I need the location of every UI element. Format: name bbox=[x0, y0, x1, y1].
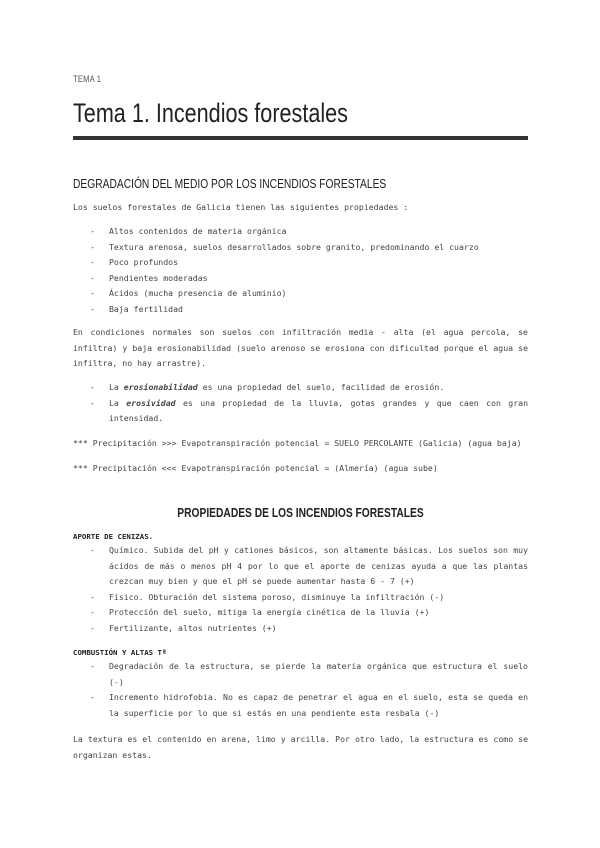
list-item: - Pendientes moderadas bbox=[90, 272, 208, 283]
note-almeria: *** Precipitación <<< Evapotranspiración potencial = (Almería) (agua sube) bbox=[73, 463, 438, 473]
chapter-label: TEMA 1 bbox=[73, 74, 102, 84]
ash-effects-list bbox=[73, 543, 528, 636]
list-item: - Físico. Obturación del sistema poroso, disminuye la infiltración (-) bbox=[90, 591, 445, 602]
intro-paragraph: Los suelos forestales de Galicia tienen las siguientes propiedades : bbox=[73, 202, 409, 212]
list-item: - Poco profundos bbox=[90, 257, 179, 267]
list-item: - Químico. Subida del pH y cationes básicos, son altamente básicas. Los suelos son muy ácidos de más o menos pH 4 por lo que el aporte de cenizas ayuda a que las plantas crezcan muy bien y que el pH se puede aumentar hasta 6 - 7 (+) bbox=[90, 545, 528, 586]
list-item: - Fertilizante, altos nutrientes (+) bbox=[90, 622, 277, 633]
list-item: - Textura arenosa, suelos desarrollados sobre granito, predominando el cuarzo bbox=[90, 241, 479, 252]
soil-properties-list bbox=[73, 224, 528, 317]
page-title: Tema 1. Incendios forestales bbox=[73, 98, 348, 128]
infiltration-paragraph: En condiciones normales son suelos con infiltración media - alta (el agua percola, se infiltra) y baja erosionabilidad (suelo arenoso se erosiona con dificultad porque el agua se infiltra, no hay arrastre). bbox=[73, 327, 528, 368]
list-item: - Incremento hidrofobia. No es capaz de penetrar el agua en el suelo, esta se queda en la superficie por lo que si estás en una pendiente esta resbala (-) bbox=[90, 692, 528, 718]
list-item: - Protección del suelo, mitiga la energía cinética de la lluvia (+) bbox=[90, 607, 430, 617]
definitions-list bbox=[73, 380, 528, 427]
list-item: - La erosionabilidad es una propiedad del suelo, facilidad de erosión. bbox=[90, 382, 445, 392]
list-item: - Degradación de la estructura, se pierde la materia orgánica que estructura el suelo (-) bbox=[90, 661, 528, 687]
closing-paragraph: La textura es el contenido en arena, limo y arcilla. Por otro lado, la estructura es como se organizan estas. bbox=[73, 734, 528, 760]
title-rule bbox=[73, 136, 528, 140]
combustion-effects-list bbox=[73, 659, 528, 721]
subheading-combustion: COMBUSTIÓN Y ALTAS Tª bbox=[73, 648, 167, 657]
list-item: - Altos contenidos de materia orgánica bbox=[90, 226, 287, 236]
note-percolante: *** Precipitación >>> Evapotranspiración potencial = SUELO PERCOLANTE (Galicia) (agua baja) bbox=[73, 438, 522, 448]
section-heading-propiedades: PROPIEDADES DE LOS INCENDIOS FORESTALES bbox=[177, 506, 424, 520]
section-heading-degradacion: DEGRADACIÓN DEL MEDIO POR LOS INCENDIOS FORESTALES bbox=[73, 177, 387, 191]
subheading-cenizas: APORTE DE CENIZAS. bbox=[73, 532, 154, 541]
list-item: - La erosividad es una propiedad de la lluvia, gotas grandes y que caen con gran intensidad. bbox=[90, 397, 529, 423]
list-item: - Ácidos (mucha presencia de aluminio) bbox=[90, 288, 287, 298]
list-item: - Baja fertilidad bbox=[90, 303, 183, 314]
